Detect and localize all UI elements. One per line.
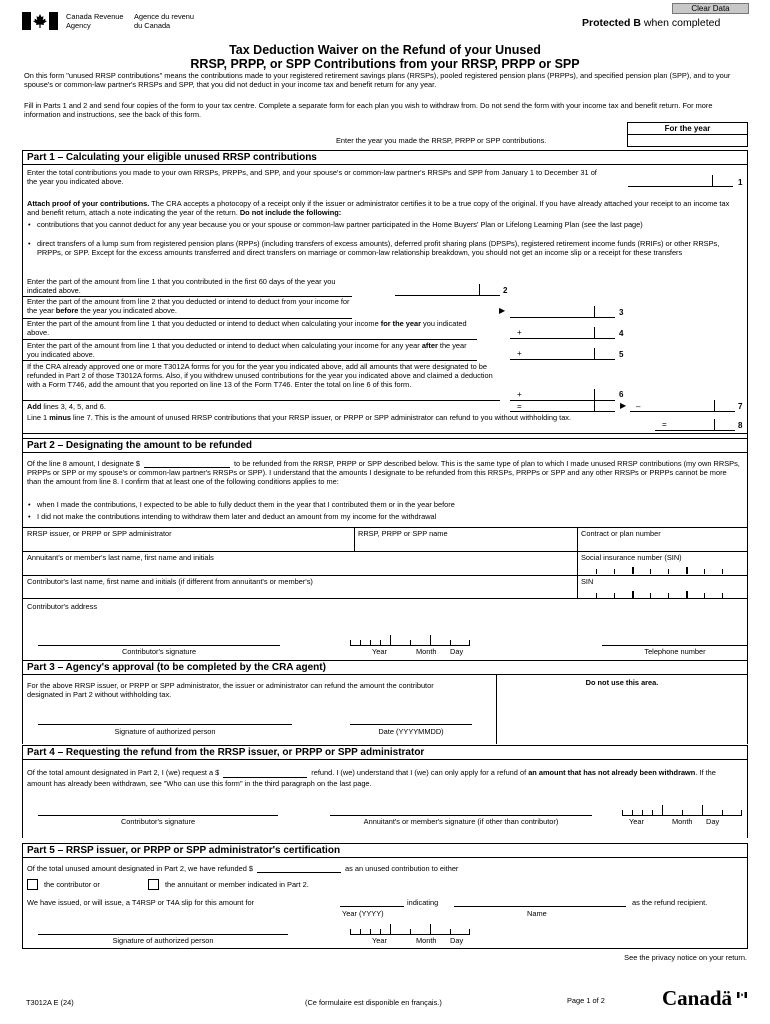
line7-text: Add lines 3, 4, 5, and 6. xyxy=(27,402,106,411)
date-comb[interactable] xyxy=(350,635,470,646)
sin2-field-label: SIN xyxy=(581,577,594,586)
issuer-field[interactable] xyxy=(23,538,353,550)
contributor-checkbox[interactable] xyxy=(27,879,38,890)
issue-slip-text: We have issued, or will issue, a T4RSP or T4A slip for this amount for xyxy=(27,898,255,907)
line1-number: 1 xyxy=(738,178,743,187)
do-not-use-label: Do not use this area. xyxy=(585,678,659,687)
part5-signature-label: Signature of authorized person xyxy=(112,936,214,945)
contributor-signature-line[interactable] xyxy=(38,645,280,646)
annuitant-signature-line[interactable] xyxy=(330,815,592,816)
part4-date-comb[interactable] xyxy=(622,805,742,816)
page-subtitle: RRSP, PRPP, or SPP Contributions from your RRSP, PRPP or SPP xyxy=(190,57,580,71)
contract-number-field[interactable] xyxy=(578,538,746,550)
part3-heading: Part 3 – Agency's approval (to be completed by the CRA agent) xyxy=(22,660,748,675)
date-year-label: Year xyxy=(372,647,387,656)
form-id: T3012A E (24) xyxy=(26,998,74,1007)
part4-year-label: Year xyxy=(629,817,644,826)
part4-paragraph: Of the total amount designated in Part 2, I (we) request a $ refund. I (we) understand that I (we) can only apply for a refund of an amount that has not already been withdrawn. If the amount has already been withdrawn, see "Who can use this form" in the third paragraph on the last page. xyxy=(27,768,716,788)
annuitant-checkbox-label: the annuitant or member indicated in Part 2. xyxy=(165,880,309,889)
telephone-line[interactable] xyxy=(602,645,748,646)
authorized-signature-label: Signature of authorized person xyxy=(114,727,216,736)
attach-proof-text: Attach proof of your contributions. The CRA accepts a photocopy of a receipt only if the issuer or administrator certifies it to be a true copy of the original. If you have already attached your receipt to an income tax and benefit return, attach a note indicating the year of the return. Do not include the following: xyxy=(27,199,730,217)
line6-plus: + xyxy=(517,390,522,399)
issuer-field-label: RRSP issuer, or PRPP or SPP administrator xyxy=(27,529,172,538)
contributor-checkbox-label: the contributor or xyxy=(44,880,100,889)
refund-recipient-text: as the refund recipient. xyxy=(632,898,708,907)
line6-text: If the CRA already approved one or more T3012A forms for you for the year you indicated above, add all amounts that were designated to be refunded in Part 2 of those T3012A forms. Also, if you withdrew unused contributions for the year you indicated above and claimed a deduction with a Form T746, add the amount that you reported on line 13 of the Form T746. Enter the total on line 6 of this form. xyxy=(27,362,493,389)
part4-contributor-signature-label: Contributor's signature xyxy=(120,817,196,826)
agency-name-en: Canada Revenue Agency xyxy=(66,12,124,30)
part5-year-label: Year xyxy=(372,936,387,945)
line5-text: Enter the part of the amount from line 1 that you deducted or intend to deduct when calculating your income for any year after the year you indicated above. xyxy=(27,341,467,359)
slip-year-input[interactable] xyxy=(340,906,404,907)
line4-plus: + xyxy=(517,328,522,337)
line1-input[interactable] xyxy=(628,175,733,187)
intro-paragraph-2: Fill in Parts 1 and 2 and send four copies of the form to your tax centre. Complete a separate form for each plan you wish to withdraw from. Do not send the form with your income tax and benefit return. For more information and instructions, see the back of this form. xyxy=(24,101,713,119)
line6-number: 6 xyxy=(619,390,624,399)
year-prompt: Enter the year you made the RRSP, PRPP or SPP contributions. xyxy=(336,136,547,145)
french-availability: (Ce formulaire est disponible en français.) xyxy=(305,998,442,1007)
canada-wordmark: Canadä xyxy=(662,986,733,1010)
line7-number: 7 xyxy=(738,402,743,411)
date-month-label: Month xyxy=(416,647,437,656)
line3-text: Enter the part of the amount from line 2 that you deducted or intend to deduct from your income for the year before the year you indicated above. xyxy=(27,297,350,315)
part5-day-label: Day xyxy=(450,936,464,945)
contract-number-label: Contract or plan number xyxy=(581,529,661,538)
telephone-label: Telephone number xyxy=(644,647,706,656)
condition-bullet-1: • when I made the contributions, I expected to be able to fully deduct them in the year that I contributed them or in the year before xyxy=(28,500,455,509)
sin-comb-ticks xyxy=(578,567,746,574)
sin2-comb-ticks xyxy=(578,591,746,598)
part2-heading: Part 2 – Designating the amount to be refunded xyxy=(22,438,748,453)
line8-text: Line 1 minus line 7. This is the amount of unused RRSP contributions that your RRSP issuer, or PRPP or SPP administrator can refund to you without withholding tax. xyxy=(27,413,572,422)
line3-arrow-icon: ▶ xyxy=(499,306,506,315)
refund-amount-input[interactable] xyxy=(223,769,307,778)
line7-input[interactable] xyxy=(630,400,735,412)
agency-name-fr: Agence du revenu du Canada xyxy=(134,12,194,30)
line5-input[interactable] xyxy=(510,348,615,360)
line4-text: Enter the part of the amount from line 1 that you deducted or intend to deduct when calculating your income for the year you indicated above. xyxy=(27,319,467,337)
plan-name-field-label: RRSP, PRPP or SPP name xyxy=(358,529,448,538)
annuitant-signature-label: Annuitant's or member's signature (if other than contributor) xyxy=(363,817,559,826)
part5-date-comb[interactable] xyxy=(350,924,470,935)
contributor-address-field[interactable] xyxy=(23,612,746,630)
line8-equals: = xyxy=(662,420,667,429)
approval-date-label: Date (YYYYMMDD) xyxy=(378,727,444,736)
line2-input[interactable] xyxy=(395,284,500,296)
line8-input[interactable] xyxy=(655,419,735,431)
contributor-name-field[interactable] xyxy=(23,586,576,598)
exclusion-bullet-1: • contributions that you cannot deduct for any year because you or your spouse or common-law partner participated in the Home Buyers' Plan or Lifelong Learning Plan (see the last page) xyxy=(28,220,643,229)
year-input[interactable] xyxy=(628,135,747,146)
line2-number: 2 xyxy=(503,286,508,295)
part5-heading: Part 5 – RRSP issuer, or PRPP or SPP administrator's certification xyxy=(22,843,748,858)
line4-number: 4 xyxy=(619,329,624,338)
line5-plus: + xyxy=(517,349,522,358)
line3-input[interactable] xyxy=(510,306,615,318)
part4-contributor-signature-line[interactable] xyxy=(38,815,278,816)
contributor-address-label: Contributor's address xyxy=(27,602,98,611)
refunded-amount-input[interactable] xyxy=(257,864,341,873)
part2-paragraph: Of the line 8 amount, I designate $ to be refunded from the RRSP, PRPP or SPP described below. This is the same type of plan to which I made unused RRSP contributions (my own RRSPs, PRPPs or SPP or my spouse's or common-law partner's RRSPs or SPP). I understand that the amounts I designate to be refunded from this RRSPs, PRPPs or SPP and any other RRSPs or PRPPs cannot be more than the amount from line 8. I confirm that at least one of the following conditions applies to me: xyxy=(27,459,740,486)
line7-minus: – xyxy=(636,402,641,411)
protected-b-label: Protected B when completed xyxy=(582,17,721,29)
wordmark-flag-icon xyxy=(737,985,747,991)
sin-field-label: Social insurance number (SIN) xyxy=(581,553,682,562)
annuitant-name-field[interactable] xyxy=(23,562,576,574)
line7-equals: = xyxy=(517,402,522,411)
approval-date-line[interactable] xyxy=(350,724,472,725)
annuitant-checkbox[interactable] xyxy=(148,879,159,890)
designated-amount-input[interactable] xyxy=(144,459,230,468)
contributor-name-label: Contributor's last name, first name and initials (if different from annuitant's or member's) xyxy=(27,577,313,586)
privacy-notice: See the privacy notice on your return. xyxy=(624,953,747,962)
part3-text: For the above RRSP issuer, or PRPP or SPP administrator, the issuer or administrator can refund the amount the contributor designated in Part 2 without withholding tax. xyxy=(27,681,434,699)
slip-year-label: Year (YYYY) xyxy=(342,909,384,918)
intro-paragraph-1: On this form "unused RRSP contributions" means the contributions made to your registered retirement savings plans (RRSPs), pooled registered pension plans (PRPPs), and specified pension plan (SPP), and to your spouse's or common-law partner's RRSPs and SPP, that you did not deduct in your income tax and benefit return for any year. xyxy=(24,71,731,89)
clear-data-button[interactable]: Clear Data xyxy=(672,3,749,14)
indicating-text: indicating xyxy=(407,898,439,907)
part5-signature-line[interactable] xyxy=(38,934,288,935)
part4-heading: Part 4 – Requesting the refund from the RRSP issuer, or PRPP or SPP administrator xyxy=(22,745,748,760)
part1-heading: Part 1 – Calculating your eligible unused RRSP contributions xyxy=(22,150,748,165)
for-the-year-label: For the year xyxy=(664,124,711,133)
line4-input[interactable] xyxy=(510,327,615,339)
exclusion-bullet-2: • direct transfers of a lump sum from registered pension plans (RPPs) (including transfers of excess amounts), deferred profit sharing plans (DPSPs), registered retirement income funds (RRIFs) or other RRSPs, PRPPs, or SPP. Except for the excess amounts transferred and direct transfers on marriage or common-law relationship breakdown, you should not get an income slip or a receipt for these transfers xyxy=(28,239,720,257)
line7-subtotal-input[interactable] xyxy=(510,400,615,412)
line8-number: 8 xyxy=(738,421,743,430)
page-title: Tax Deduction Waiver on the Refund of your Unused xyxy=(229,43,541,57)
plan-name-field[interactable] xyxy=(355,538,576,550)
recipient-name-label: Name xyxy=(527,909,547,918)
part5-month-label: Month xyxy=(416,936,437,945)
canada-flag-icon xyxy=(22,12,58,30)
part4-day-label: Day xyxy=(706,817,720,826)
part4-month-label: Month xyxy=(672,817,693,826)
contributor-signature-label: Contributor's signature xyxy=(121,647,197,656)
line7-arrow-icon: ▶ xyxy=(620,401,627,410)
date-day-label: Day xyxy=(450,647,464,656)
annuitant-name-label: Annuitant's or member's last name, first name and initials xyxy=(27,553,214,562)
page-number: Page 1 of 2 xyxy=(567,996,605,1005)
part5-paragraph: Of the total unused amount designated in Part 2, we have refunded $ as an unused contribution to either xyxy=(27,864,459,873)
line3-number: 3 xyxy=(619,308,624,317)
line5-number: 5 xyxy=(619,350,624,359)
recipient-name-input[interactable] xyxy=(454,906,626,907)
line1-text: Enter the total contributions you made to your own RRSPs, PRPPs, and SPP, and your spouse's or common-law partner's RRSPs and SPP from January 1 to December 31 of the year you indicated above. xyxy=(27,168,597,186)
authorized-signature-line[interactable] xyxy=(38,724,292,725)
condition-bullet-2: • I did not make the contributions intending to withdraw them later and deduct an amount from my income for the withdrawal xyxy=(28,512,437,521)
line2-text: Enter the part of the amount from line 1 that you contributed in the first 60 days of the year you indicated above. xyxy=(27,277,336,295)
